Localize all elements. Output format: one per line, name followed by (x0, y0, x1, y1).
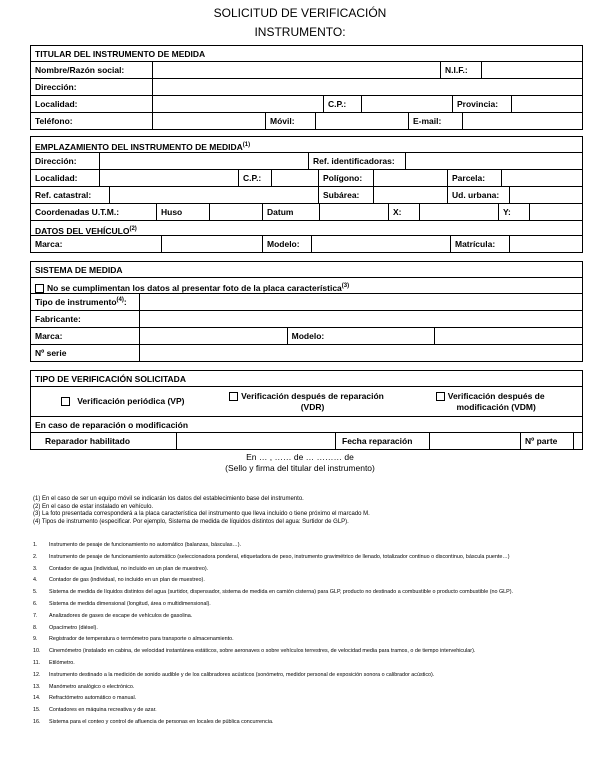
list-item: 5. Sistema de medida de líquidos distintos del agua (surtidor, dispensador, sistema de medida en camión cisterna) para GLP, producto no destinado a combustible o producto combustible (no GLP). (33, 589, 514, 596)
emp-loc-table (30, 169, 583, 187)
fecha-label: Fecha reparación (336, 433, 430, 450)
fecha-field[interactable] (430, 433, 521, 450)
x-field[interactable] (420, 204, 499, 221)
vdm-checkbox[interactable] (436, 392, 445, 401)
vdr-label: Verificación después de reparación (VDR) (241, 390, 384, 412)
veh-modelo-field[interactable] (312, 236, 451, 253)
footnote: (3) La foto presentada corresponderá a la placa característica del instrumento que lleva incluido o tiene próximo el marcado M. (33, 511, 370, 517)
ud-urbana-field[interactable] (510, 187, 583, 204)
titular-table (30, 61, 583, 79)
matricula-field[interactable] (510, 236, 583, 253)
emp-cat-table (30, 186, 583, 204)
parcela-field[interactable] (502, 170, 583, 187)
telefono-field[interactable] (153, 113, 266, 130)
emp-utm-table (30, 203, 583, 221)
fabricante-label: Fabricante: (31, 311, 140, 328)
list-item: 3. Contador de agua (individual, no incluido en un plan de muestreo). (33, 565, 209, 572)
y-field[interactable] (530, 204, 583, 221)
emp-cp-field[interactable] (272, 170, 319, 187)
provincia-label: Provincia: (453, 96, 512, 113)
emp-cp-label: C.P.: (239, 170, 272, 187)
tipo-label: Tipo de instrumento$^{(4)}$: (31, 294, 140, 311)
no-placa-row: No se cumplimentan los datos al presentar foto de la placa característica$^{(3)}$ (31, 278, 582, 294)
firma-caption: (Sello y firma del titular del instrumento) (225, 463, 375, 473)
no-placa-checkbox[interactable] (35, 284, 44, 293)
sistema-heading: SISTEMA DE MEDIDA (31, 262, 582, 278)
ud-urbana-label: Ud. urbana: (448, 187, 510, 204)
form-subtitle: INSTRUMENTO: (254, 25, 346, 39)
veh-modelo-label: Modelo: (263, 236, 312, 253)
sis-modelo-field[interactable] (435, 328, 583, 345)
email-field[interactable] (463, 113, 583, 130)
datum-label: Datum (263, 204, 320, 221)
option-vdr[interactable] (215, 387, 399, 416)
sistema-section (30, 261, 583, 362)
localidad-label: Localidad: (31, 96, 153, 113)
ref-catastral-label: Ref. catastral: (31, 187, 110, 204)
matricula-label: Matrícula: (451, 236, 510, 253)
verificacion-section (30, 370, 583, 450)
veh-marca-field[interactable] (162, 236, 263, 253)
emp-dir-table (30, 152, 583, 170)
ref-ident-label: Ref. identificadoras: (309, 153, 406, 170)
verificacion-options (31, 387, 582, 417)
emp-localidad-label: Localidad: (31, 170, 100, 187)
nif-field[interactable] (482, 62, 583, 79)
list-item: 8. Opacímetro (diésel). (33, 624, 98, 631)
list-item: 9. Registrador de temperatura o termómetro para transporte o almacenamiento. (33, 636, 234, 643)
vp-checkbox[interactable] (61, 397, 70, 406)
huso-field[interactable] (210, 204, 263, 221)
sis-marca-field[interactable] (140, 328, 288, 345)
footnote: (4) Tipos de instrumento (especificar. Por ejemplo, Sistema de medida de líquidos distintos del agua: Surtidor de GLP). (33, 518, 349, 525)
huso-label: Huso (157, 204, 210, 221)
telefono-table (30, 112, 583, 130)
subarea-field[interactable] (374, 187, 448, 204)
list-item: 15. Contadores en máquina recreativa y de azar. (33, 707, 157, 714)
list-item: 7. Analizadores de gases de escape de vehículos de gasolina. (33, 612, 193, 619)
vdm-label: Verificación después de modificación (VDM) (447, 390, 545, 412)
nombre-label: Nombre/Razón social: (31, 62, 153, 79)
vehiculo-heading: DATOS DEL VEHÍCULO$^{(2)}$ (31, 220, 582, 236)
option-vp[interactable] (31, 387, 215, 416)
subarea-label: Subárea: (319, 187, 374, 204)
list-item: 11. Etilómetro. (33, 660, 75, 666)
coordenadas-label: Coordenadas U.T.M.: (31, 204, 157, 221)
list-item: 16. Sistema para el conteo y control de afluencia de personas en locales de pública concurrencia. (33, 719, 274, 725)
reparacion-table (30, 432, 583, 450)
list-item: 1. Instrumento de pesaje de funcionamiento no automático (balanzas, básculas…). (33, 542, 242, 548)
caso-label: En caso de reparación o modificación (31, 417, 582, 433)
email-label: E-mail: (409, 113, 463, 130)
direccion-field[interactable] (153, 79, 583, 96)
poligono-label: Polígono: (319, 170, 374, 187)
footnote: (2) En el caso de estar instalado en vehículo. (33, 503, 154, 510)
emp-direccion-label: Dirección: (31, 153, 100, 170)
ref-ident-field[interactable] (406, 153, 583, 170)
emp-localidad-field[interactable] (100, 170, 239, 187)
emplazamiento-section (30, 136, 583, 253)
titular-heading: TITULAR DEL INSTRUMENTO DE MEDIDA (31, 46, 582, 62)
localidad-table (30, 95, 583, 113)
nif-label: N.I.F.: (441, 62, 482, 79)
verificacion-heading: TIPO DE VERIFICACIÓN SOLICITADA (31, 371, 582, 387)
firma-line: En … , …… de … ……… de (246, 452, 354, 462)
emp-direccion-field[interactable] (100, 153, 309, 170)
footnotes (33, 496, 370, 526)
movil-field[interactable] (316, 113, 409, 130)
cp-label: C.P.: (324, 96, 362, 113)
x-label: X: (389, 204, 420, 221)
list-item: 14. Refractómetro automático o manual. (33, 695, 137, 702)
nombre-field[interactable] (153, 62, 441, 79)
emplazamiento-heading: EMPLAZAMIENTO DEL INSTRUMENTO DE MEDIDA$^{(1)}$ (31, 137, 582, 153)
veh-marca-label: Marca: (31, 236, 162, 253)
direccion-table (30, 78, 583, 96)
poligono-field[interactable] (374, 170, 448, 187)
localidad-field[interactable] (153, 96, 324, 113)
no-placa-label: No se cumplimentan los datos al presentar foto de la placa característica (47, 282, 342, 293)
form-title: SOLICITUD DE VERIFICACIÓN (213, 6, 387, 20)
vehiculo-table (30, 235, 583, 253)
datum-field[interactable] (320, 204, 389, 221)
list-item: 13. Manómetro analógico o electrónico. (33, 683, 135, 690)
y-label: Y: (499, 204, 530, 221)
serie-label: Nº serie (31, 345, 140, 362)
list-item: 6. Sistema de medida dimensional (longitud, área o multidimensional). (33, 601, 211, 607)
list-item: 4. Contador de gas (individual, no incluido en un plan de muestreo). (33, 577, 205, 584)
sis-modelo-label: Modelo: (287, 328, 435, 345)
direccion-label: Dirección: (31, 79, 153, 96)
sis-marca-label: Marca: (31, 328, 140, 345)
reparador-field[interactable] (177, 433, 336, 450)
ref-catastral-field[interactable] (110, 187, 319, 204)
provincia-field[interactable] (512, 96, 583, 113)
parte-label: Nº parte (521, 433, 574, 450)
fabricante-field[interactable] (140, 311, 583, 328)
option-vdm[interactable] (398, 387, 582, 416)
sistema-table (30, 293, 583, 362)
parte-field[interactable] (574, 433, 583, 450)
movil-label: Móvil: (266, 113, 316, 130)
telefono-label: Teléfono: (31, 113, 153, 130)
list-item: 2. Instrumento de pesaje de funcionamiento automático (seleccionadora ponderal, etiquetadora de peso, instrumento gravimétrico de llenado, totalizador continuo o discontinuo, báscula puente…) (33, 553, 510, 560)
parcela-label: Parcela: (448, 170, 502, 187)
reparador-label: Reparador habilitado (31, 433, 177, 450)
tipo-field[interactable] (140, 294, 583, 311)
cp-field[interactable] (362, 96, 453, 113)
footnote: (1) En el caso de ser un equipo móvil se indicarán los datos del establecimiento base del instrumento. (33, 496, 304, 502)
list-item: 12. Instrumento destinado a la medición de sonido audible y de los calibradores acústicos (sonómetro, medidor personal de exposición sonora o calibrador acústico). (33, 671, 435, 678)
vp-label: Verificación periódica (VP) (77, 396, 185, 406)
vdr-checkbox[interactable] (229, 392, 238, 401)
titular-section (30, 45, 583, 130)
serie-field[interactable] (140, 345, 583, 362)
list-item: 10. Cinemómetro (instalado en cabina, de velocidad instantánea estáticos, sobre aeronaves o sobre vehículos terrestres, de velocidad media para tramos, o de tiempo intervehicular). (33, 648, 476, 655)
